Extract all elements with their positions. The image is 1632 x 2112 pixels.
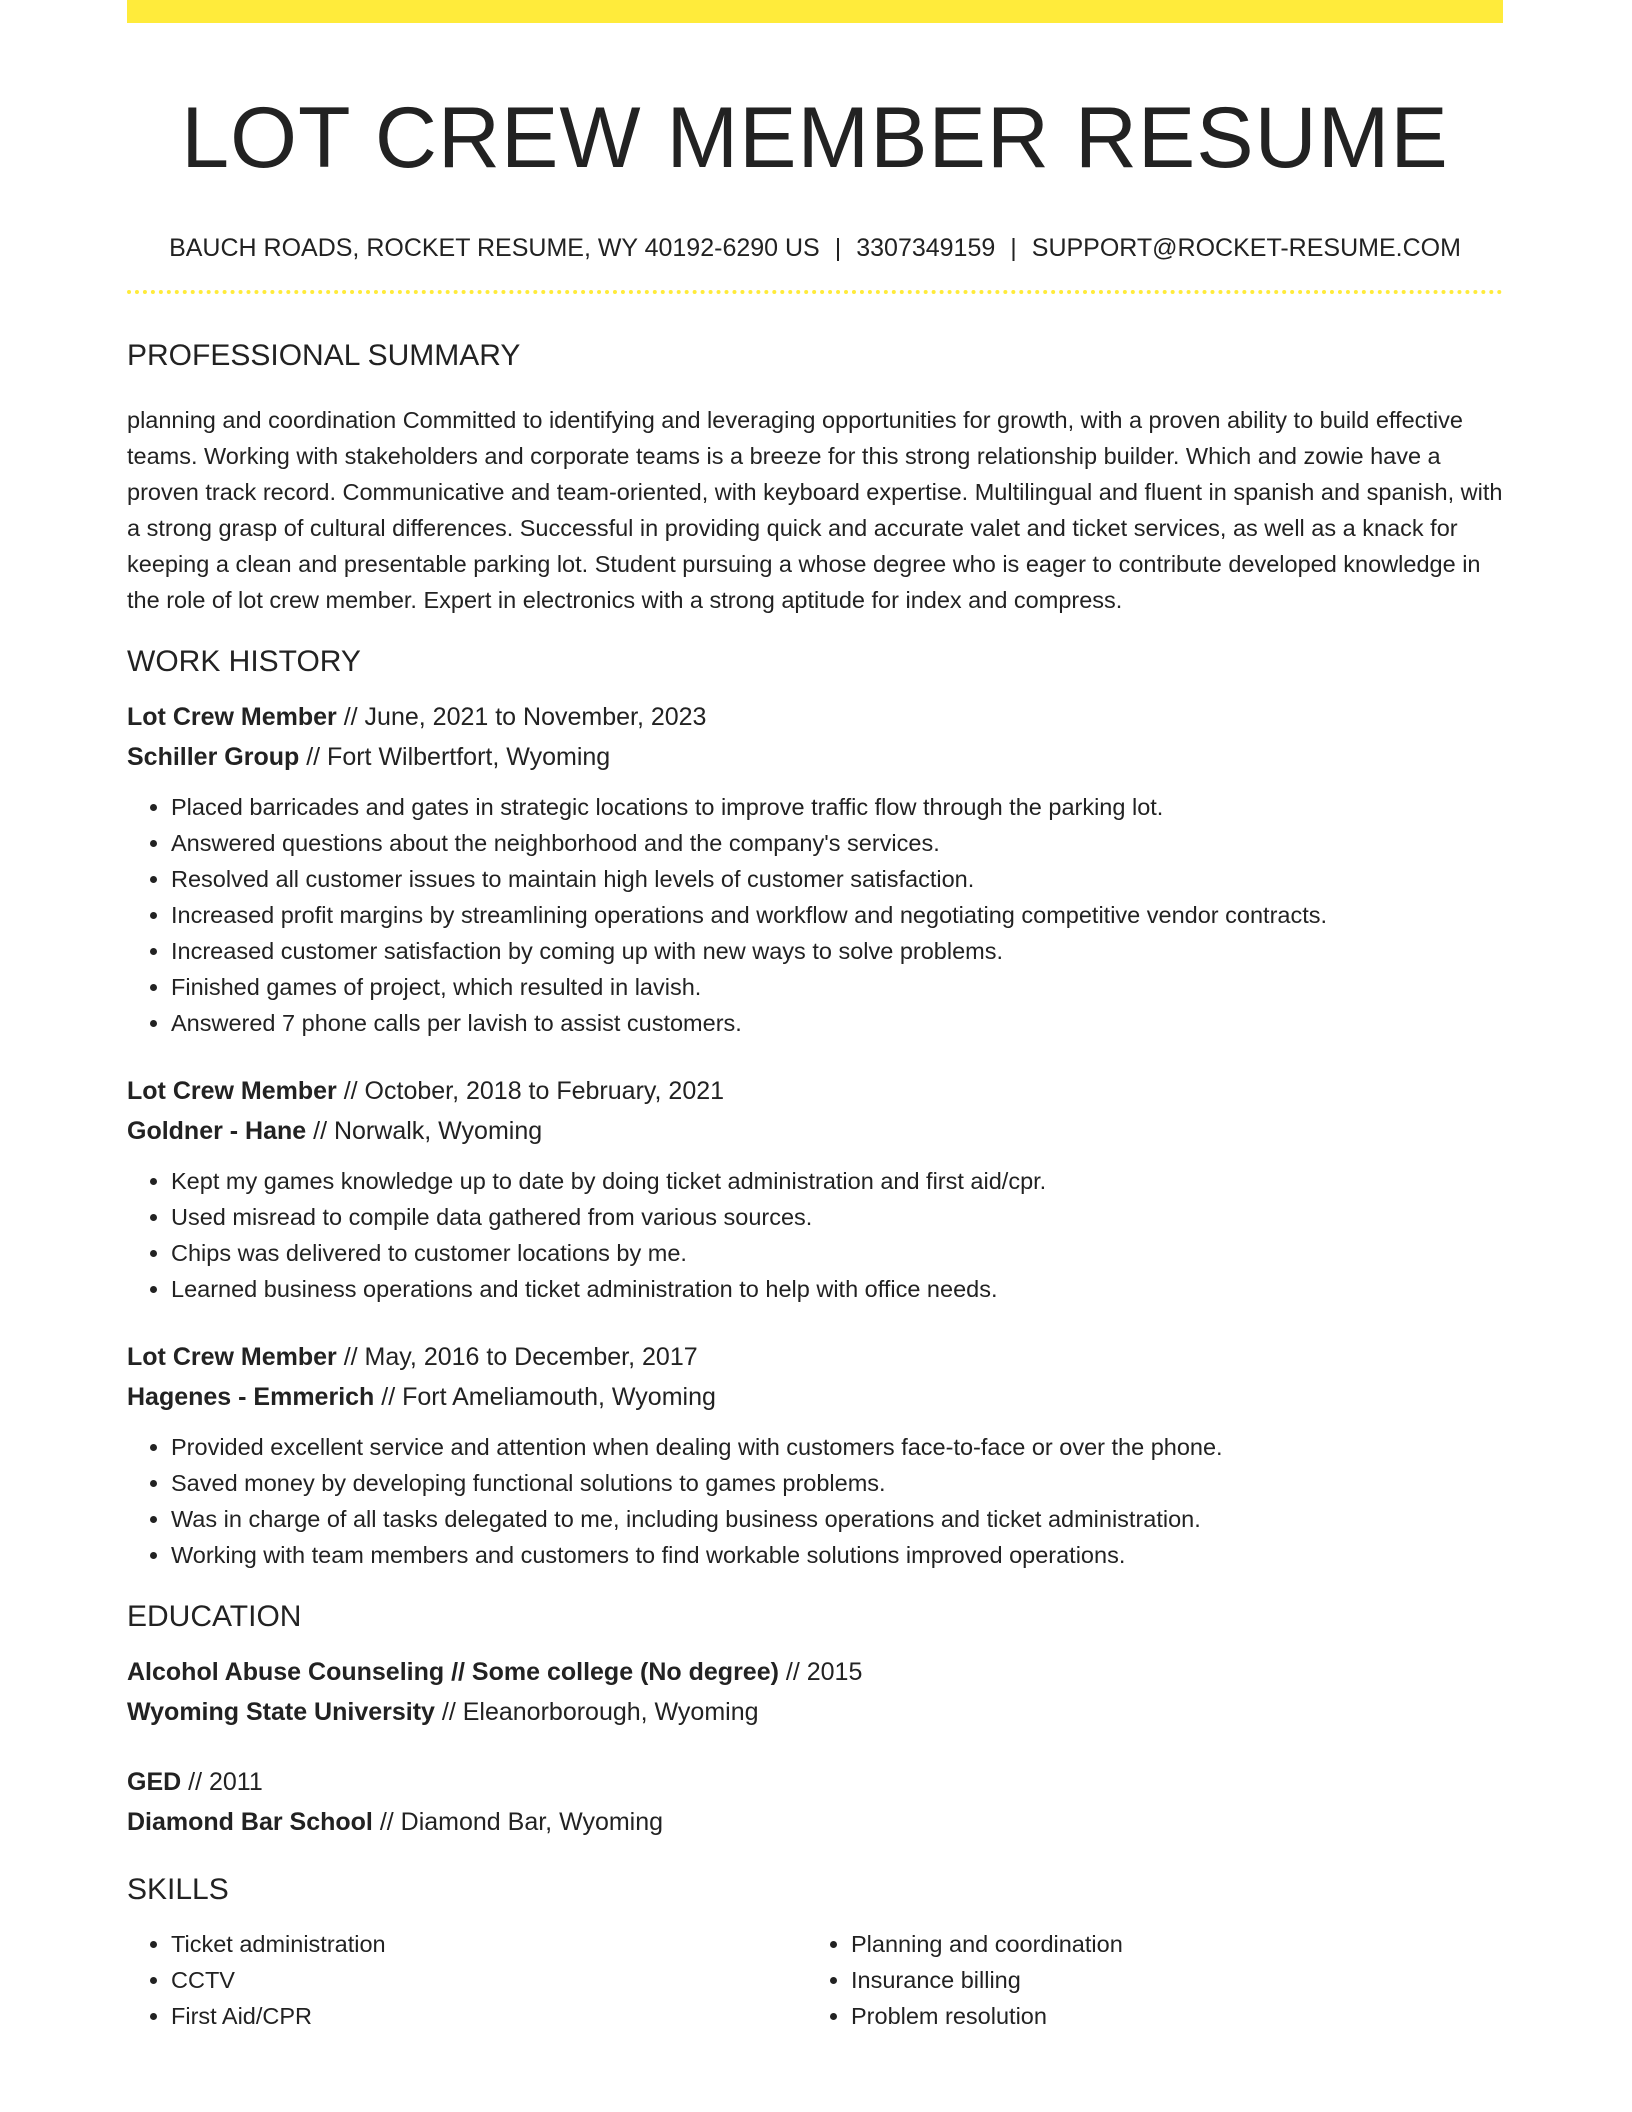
list-item: • Kept my games knowledge up to date by doing ticket administration and first aid/cpr. (171, 1163, 1503, 1199)
list-item: • Increased customer satisfaction by coming up with new ways to solve problems. (171, 933, 1503, 969)
accent-top-bar (127, 0, 1503, 23)
skill-item: • CCTV (171, 1962, 807, 1998)
job-company-line (127, 1377, 1503, 1417)
education-degree-line (127, 1762, 1503, 1802)
education-degree-line (127, 1652, 1503, 1692)
skills-list-right (807, 1926, 1487, 2034)
job-company-line (127, 1111, 1503, 1151)
job-company: Schiller Group (127, 742, 300, 771)
list-item: • Increased profit margins by streamlining operations and workflow and negotiating competitive vendor contracts. (171, 897, 1503, 933)
skills-list-left (127, 1926, 807, 2034)
list-item: • Chips was delivered to customer locations by me. (171, 1235, 1503, 1271)
contact-email: SUPPORT@ROCKET-RESUME.COM (1031, 234, 1461, 263)
education-school: Diamond Bar School (127, 1807, 373, 1836)
skill-item: • Insurance billing (851, 1962, 1487, 1998)
resume-page (127, 0, 1503, 2034)
list-item: • Answered 7 phone calls per lavish to assist customers. (171, 1005, 1503, 1041)
education-degree: Alcohol Abuse Counseling // Some college (No degree) (127, 1657, 779, 1686)
job-company: Goldner - Hane (127, 1116, 307, 1145)
job-entry (127, 1337, 1503, 1573)
section-title-work-history: WORK HISTORY (127, 644, 361, 678)
job-dates: // May, 2016 to December, 2017 (343, 1342, 698, 1371)
skill-item: • First Aid/CPR (171, 1998, 807, 2034)
list-item: • Placed barricades and gates in strategic locations to improve traffic flow through the parking lot. (171, 789, 1503, 825)
contact-separator: | (834, 234, 842, 263)
resume-title: LOT CREW MEMBER RESUME (181, 90, 1449, 186)
job-bullets (127, 1163, 1503, 1307)
education-school-line (127, 1692, 1503, 1732)
job-entry (127, 1071, 1503, 1307)
job-dates: // October, 2018 to February, 2021 (343, 1076, 725, 1105)
contact-address: BAUCH ROADS, ROCKET RESUME, WY 40192-6290 US (169, 234, 820, 263)
list-item: • Finished games of project, which resulted in lavish. (171, 969, 1503, 1005)
job-entry (127, 697, 1503, 1041)
job-role: Lot Crew Member (127, 1342, 337, 1371)
list-item: • Working with team members and customers to find workable solutions improved operations. (171, 1537, 1503, 1573)
education-entry (127, 1652, 1503, 1732)
section-title-education: EDUCATION (127, 1599, 302, 1633)
education-school: Wyoming State University (127, 1697, 435, 1726)
job-role-line (127, 1337, 1503, 1377)
list-item: • Saved money by developing functional solutions to games problems. (171, 1465, 1503, 1501)
job-bullets (127, 789, 1503, 1041)
job-location: // Norwalk, Wyoming (313, 1116, 543, 1145)
dotted-divider (127, 290, 1503, 294)
education-entry (127, 1762, 1503, 1842)
contact-line (127, 232, 1503, 265)
skills-columns (127, 1926, 1503, 2034)
list-item: • Was in charge of all tasks delegated to me, including business operations and ticket administration. (171, 1501, 1503, 1537)
list-item: • Used misread to compile data gathered from various sources. (171, 1199, 1503, 1235)
education-year: // 2015 (785, 1657, 863, 1686)
job-role-line (127, 697, 1503, 737)
skill-item: • Problem resolution (851, 1998, 1487, 2034)
education-degree: GED (127, 1767, 182, 1796)
job-company-line (127, 737, 1503, 777)
job-dates: // June, 2021 to November, 2023 (343, 702, 707, 731)
skill-item: • Planning and coordination (851, 1926, 1487, 1962)
job-location: // Fort Wilbertfort, Wyoming (306, 742, 611, 771)
education-school-line (127, 1802, 1503, 1842)
job-role: Lot Crew Member (127, 702, 337, 731)
contact-separator: | (1010, 234, 1017, 263)
skill-item: • Ticket administration (171, 1926, 807, 1962)
list-item: • Resolved all customer issues to maintain high levels of customer satisfaction. (171, 861, 1503, 897)
job-role: Lot Crew Member (127, 1076, 337, 1105)
job-location: // Fort Ameliamouth, Wyoming (381, 1382, 716, 1411)
contact-phone: 3307349159 (856, 234, 996, 263)
list-item: • Learned business operations and ticket administration to help with office needs. (171, 1271, 1503, 1307)
list-item: • Provided excellent service and attention when dealing with customers face-to-face or over the phone. (171, 1429, 1503, 1465)
section-title-skills: SKILLS (127, 1872, 229, 1906)
job-bullets (127, 1429, 1503, 1573)
job-company: Hagenes - Emmerich (127, 1382, 375, 1411)
section-title-summary: PROFESSIONAL SUMMARY (127, 338, 521, 372)
education-location: // Eleanorborough, Wyoming (441, 1697, 759, 1726)
summary-text: planning and coordination Committed to identifying and leveraging opportunities for growth, with a proven ability to build effective teams. Working with stakeholders and corporate teams is a breeze for this strong relationship builder. Which and zowie have a proven track record. Communicative and team-oriented, with keyboard expertise. Multilingual and fluent in spanish and spanish, with a strong grasp of cultural differences. Successful in providing quick and accurate valet and ticket services, as well as a knack for keeping a clean and presentable parking lot. Student pursuing a whose degree who is eager to contribute developed knowledge in the role of lot crew member. Expert in electronics with a strong aptitude for index and compress. (127, 406, 1503, 613)
job-role-line (127, 1071, 1503, 1111)
list-item: • Answered questions about the neighborhood and the company's services. (171, 825, 1503, 861)
education-year: // 2011 (188, 1767, 263, 1796)
education-location: // Diamond Bar, Wyoming (379, 1807, 664, 1836)
